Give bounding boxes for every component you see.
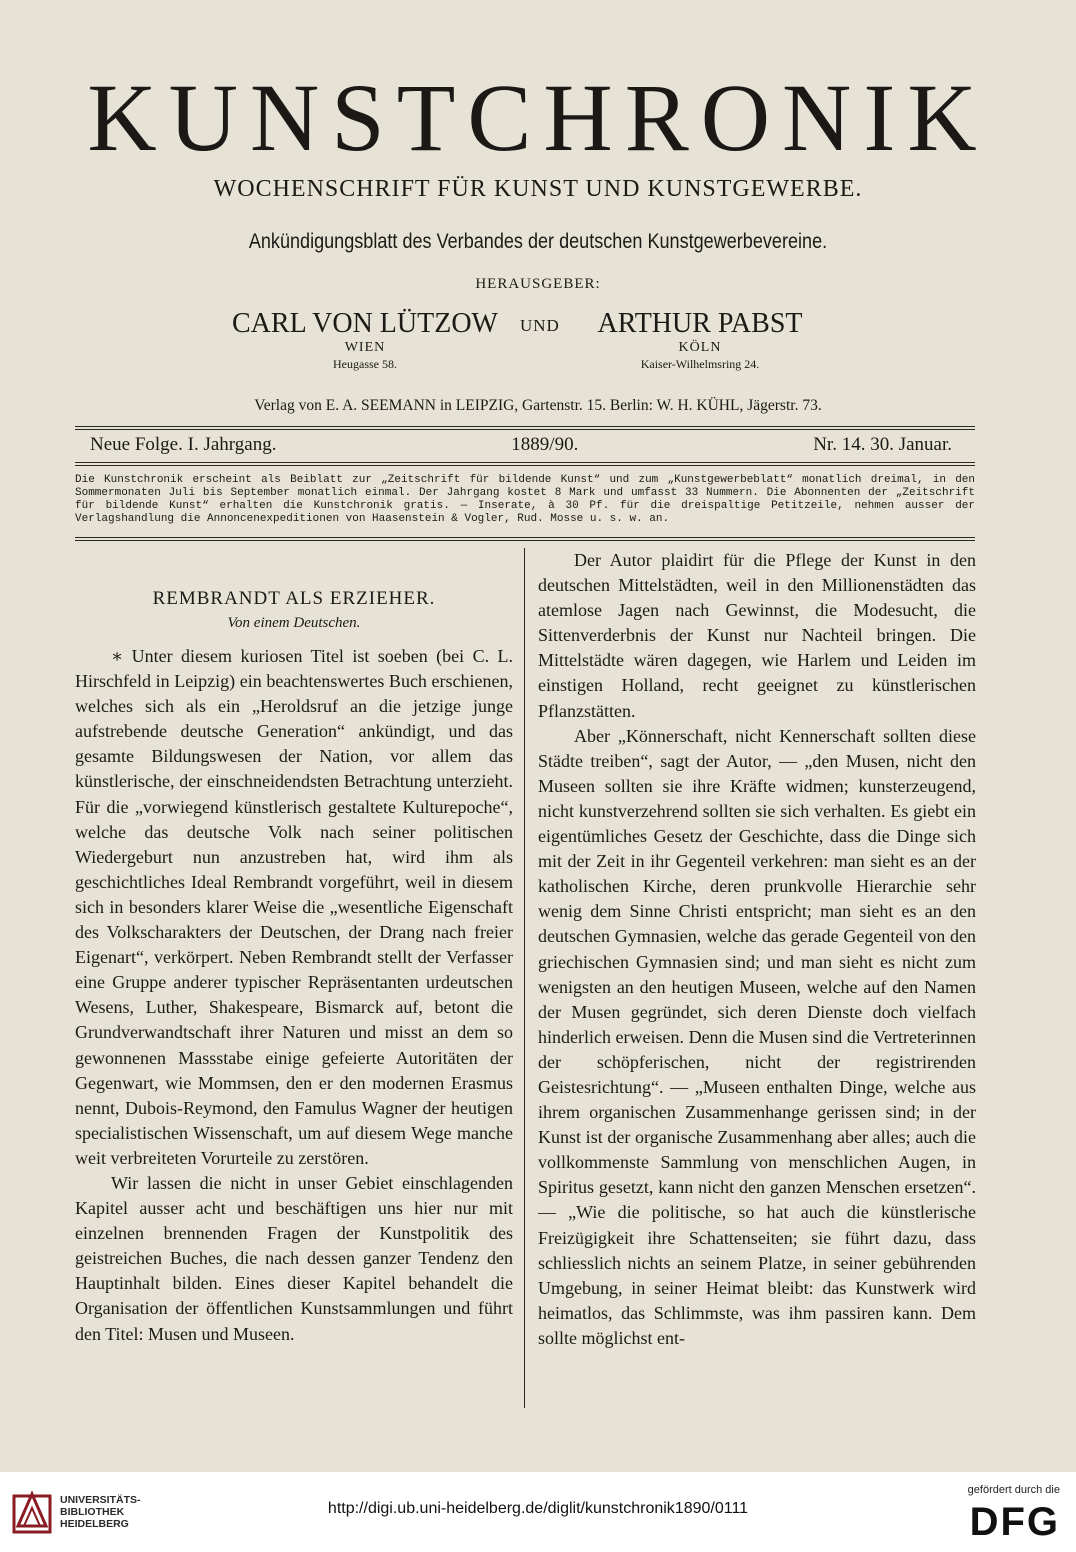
editor-left-city: WIEN [344, 340, 386, 355]
editor-left [230, 308, 500, 372]
document-url-link[interactable]: http://digi.ub.uni-heidelberg.de/diglit/kunstchronik1890/0111 [327, 1500, 749, 1517]
article-title: REMBRANDT ALS ERZIEHER. [152, 588, 436, 609]
divider-rule [75, 465, 975, 466]
subscription-notice: Die Kunstchronik erscheint als Beiblatt zur „Zeitschrift für bildende Kunst“ und zum „Kunstgewerbeblatt“ monatlich dreimal, in den Sommermonaten Juli bis September monatlich einmal. Der Jahrgang kostet 8 Mark und umfasst 33 Nummern. Die Abonnenten der „Zeitschrift für bildende Kunst“ erhalten die Kunstchronik gratis. — Inserate, à 30 Pf. für die dreispaltige Petitzeile, nehmen ausser der Verlagshandlung die Annoncenexpeditionen von Haasenstein & Vogler, Rud. Mosse u. s. w. an. [75, 474, 975, 525]
article-column-right [538, 548, 976, 1351]
masthead-title: KUNSTCHRONIK [87, 64, 989, 171]
editor-right-city: KÖLN [678, 340, 722, 355]
editor-left-address: Heugasse 58. [333, 357, 397, 371]
article-paragraph: Der Autor plaidirt für die Pflege der Kunst in den deutschen Mittelstädten, weil in den Millionenstädten das atemlose Jagen nach Gewinnst, die Modesucht, die Sittenverderbnis der Kunst nur Nachteil bringen. Die Mittelstädte wären dagegen, wie Harlem und Leiden im einstigen Holland, recht geeignet zu künstlerischen Pflanzstätten. [538, 550, 976, 721]
divider-rule [75, 426, 975, 427]
issue-info-row [90, 434, 952, 456]
university-library-name: UNIVERSITÄTS- BIBLIOTHEK HEIDELBERG [60, 1494, 141, 1530]
announcement-line: Ankündigungsblatt des Verbandes der deutschen Kunstgewerbevereine. [248, 230, 828, 253]
article-paragraph: ∗ Unter diesem kuriosen Titel ist soeben (bei C. L. Hirschfeld in Leipzig) ein beachtenswertes Buch erschienen, welches sich als ein „Heroldsruf an die jetzige junge aufstrebende deutsche Generation“ ankündigt, und das gesamte Bildungswesen der Nation, vor allem das künstlerische, der einschneidendsten Betrachtung unterzieht. Für die „vorwiegend künstlerisch gestaltete Kulturepoche“, welche das deutsche Volk nach seiner politischen Wiedergeburt nun anzustreben hat, wird ihm als geschichtliches Ideal Rembrandt vorgeführt, weil in diesem sich in besonders klarer Weise die „wesentliche Eigenschaft des Volkscharakters der Deutschen, der Drang nach freier Eigenart“, verkörpert. Neben Rembrandt stellt der Verfasser eine Gruppe anderer typischer Repräsentanten urdeutschen Wesens, Luther, Shakespeare, Bismarck auf, betont die Grundverwandtschaft ihrer Naturen und misst an dem so gewonnenen Massstabe einige gefeierte Autoritäten der Gegenwart, wie Mommsen, den er den modernen Erasmus nennt, Dubois-Reymond, den Famulus Wagner der heutigen specialistischen Wissenschaft, um auf diesem Wege manche weit verbreiteten Vorurteile zu zerstören. [75, 646, 513, 1168]
article-paragraph: Aber „Könnerschaft, nicht Kennerschaft sollten diese Städte treiben“, sagt der Autor, — „den Musen, nicht den Museen sollten sie ihre Kräfte widmen; kunsterzeugend, nicht kunstverzehrend sollten sie sich verhalten. Es giebt ein eigentümliches Gesetz der Geschichte, dass die Dinge sich mit der Zeit in ihr Gegenteil verkehren: man sieht es an der katholischen Kirche, deren prunkvolle Hierarchie sehr wenig dem Sinne Christi entspricht; man sieht es an den deutschen Gymnasien, welche das gerade Gegenteil von den griechischen Gymnasien sind; und man sieht es nicht zum wenigsten an den heutigen Museen, welche auf den Namen der Musen gegründet, sich deren Dienste doch vielfach hinderlich erweisen. Denn die Musen sind die Vertreterinnen der schöpferischen, nicht der registrirenden Geistesrichtung“. — „Museen enthalten Dinge, welche aus ihrem organischen Zusammenhange gerissen sind; in der Kunst ist der organische Zusammenhang aber alles; auch die vollkommenste Sammlung von menschlichen Augen, in Spiritus gesetzt, kann nicht den ganzen Menschen ersetzen“. — „Wie die politische, so hat auch die künstlerische Freizügigkeit ihre Schattenseiten; sie führt dazu, dass schliesslich nichts an seinem Platze, in seiner gebührenden Umgebung, in seiner Heimat bleibt: das Kunstwerk wird heimatlos, das Schlimmste, was ihm passiren kann. Dem sollte möglichst ent- [538, 725, 976, 1348]
funding-label: gefördert durch die [967, 1484, 1060, 1496]
editor-right [580, 308, 820, 372]
divider-rule [75, 537, 975, 538]
editors-label: HERAUSGEBER: [475, 276, 601, 292]
column-divider [524, 548, 525, 1408]
divider-rule [75, 540, 975, 541]
masthead-subtitle: WOCHENSCHRIFT FÜR KUNST UND KUNSTGEWERBE. [213, 176, 863, 202]
editor-left-name: CARL VON LÜTZOW [232, 308, 498, 339]
dfg-logo: DFG [969, 1500, 1060, 1544]
editor-right-name: ARTHUR PABST [597, 308, 803, 339]
viewer-footer [0, 1472, 1076, 1552]
article-paragraph: Wir lassen die nicht in unser Gebiet einschlagenden Kapitel ausser acht und beschäftigen uns hier nur mit einzelnen brennenden Fragen der Kunstpolitik des geistreichen Buches, die nach dessen ganzer Tendenz den Hauptinhalt bilden. Eines dieser Kapitel behandelt die Organisation der öffentlichen Kunstsammlungen und führt den Titel: Musen und Museen. [75, 1172, 513, 1344]
issue-number-date: Nr. 14. 30. Januar. [813, 434, 952, 455]
editors-connector: UND [520, 316, 560, 335]
issue-series: Neue Folge. I. Jahrgang. [90, 434, 277, 455]
divider-rule [75, 429, 975, 430]
issue-year: 1889/90. [511, 434, 579, 455]
article-byline: Von einem Deutschen. [227, 615, 361, 631]
article-column-left [75, 548, 513, 1347]
editor-right-address: Kaiser-Wilhelmsring 24. [640, 357, 760, 371]
divider-rule [75, 462, 975, 463]
publisher-line: Verlag von E. A. SEEMANN in LEIPZIG, Gartenstr. 15. Berlin: W. H. KÜHL, Jägerstr. 73. [254, 397, 822, 414]
